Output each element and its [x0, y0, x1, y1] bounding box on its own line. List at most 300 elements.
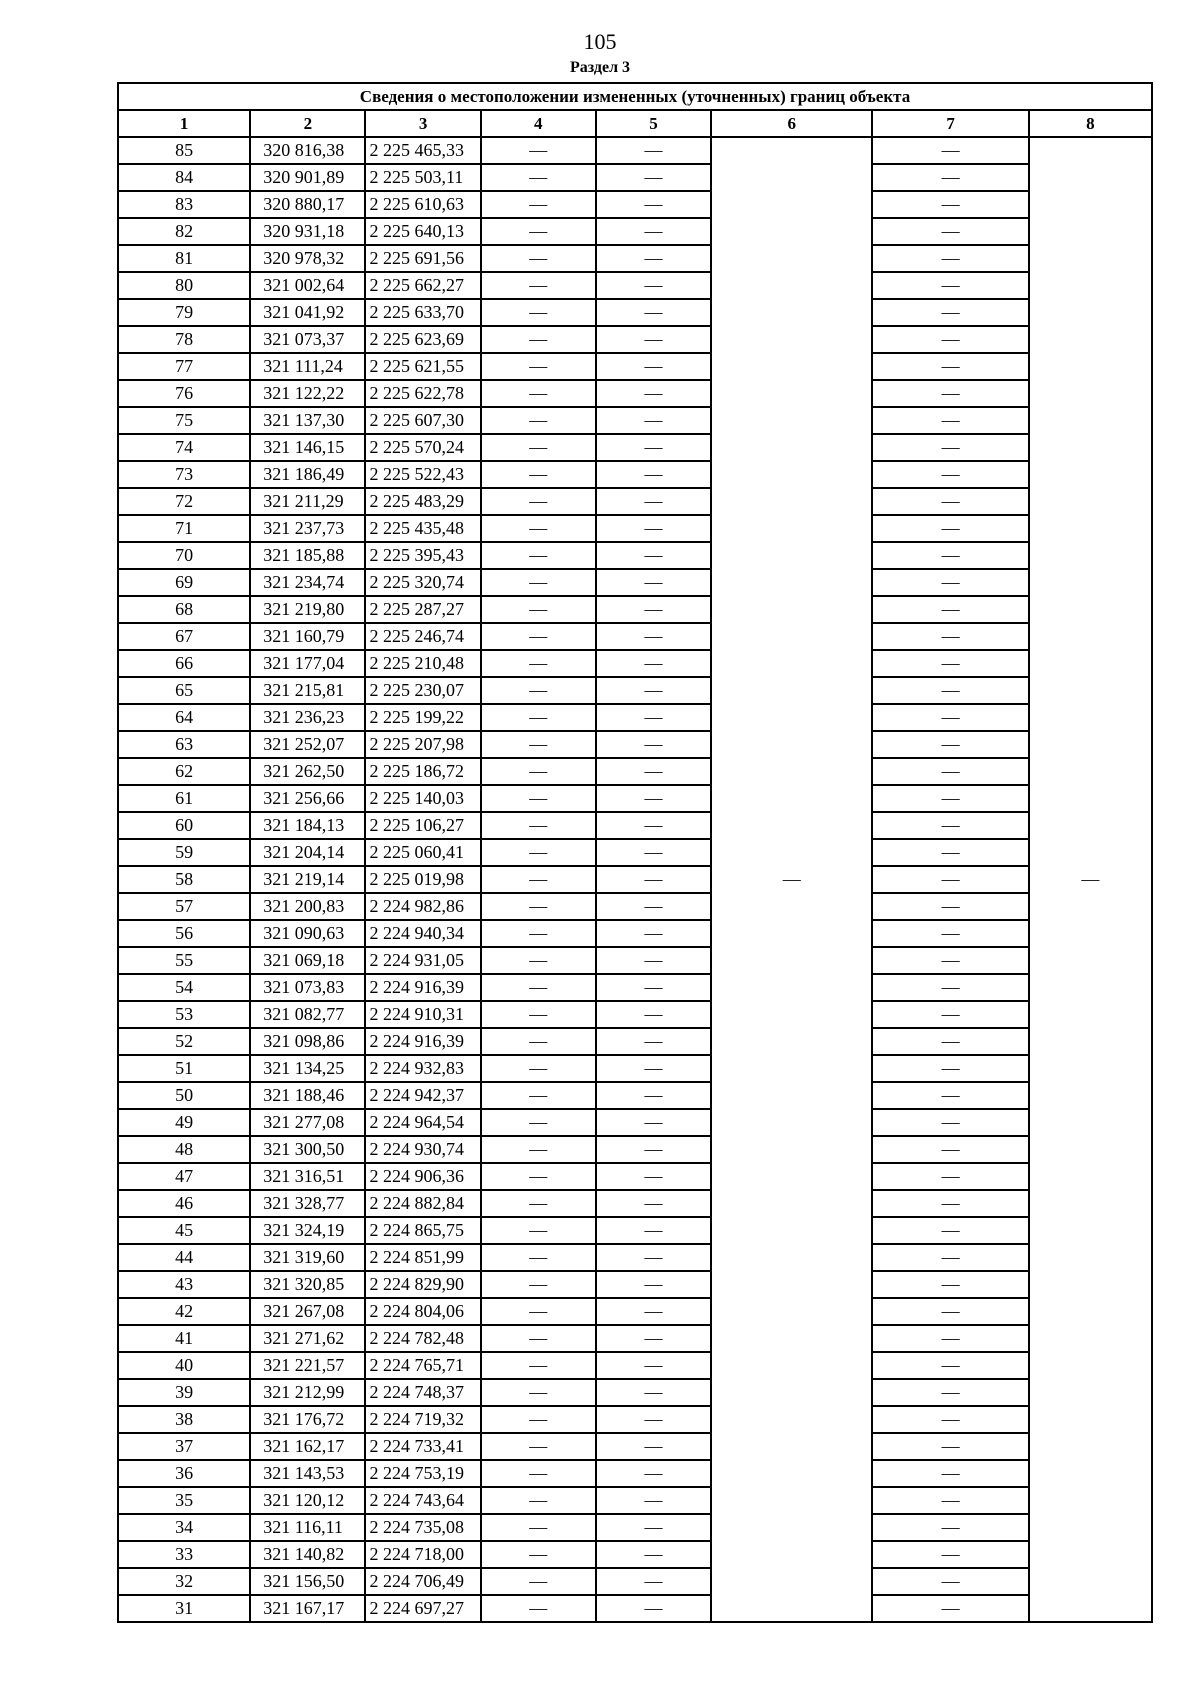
table-row — [118, 596, 1152, 623]
point-number-cell: 54 — [118, 974, 250, 1001]
col5-dash-cell: — — [596, 1514, 711, 1541]
coord-x-cell: 320 816,38 — [250, 137, 365, 164]
table-row — [118, 1433, 1152, 1460]
col4-dash-cell: — — [481, 191, 596, 218]
coord-y-cell: 2 225 019,98 — [365, 866, 480, 893]
col4-dash-cell: — — [481, 731, 596, 758]
col5-dash-cell: — — [596, 974, 711, 1001]
col5-dash-cell: — — [596, 704, 711, 731]
col5-dash-cell: — — [596, 1001, 711, 1028]
col5-dash-cell: — — [596, 1298, 711, 1325]
col5-dash-cell: — — [596, 920, 711, 947]
coord-x-cell: 320 901,89 — [250, 164, 365, 191]
point-number-cell: 74 — [118, 434, 250, 461]
coord-x-cell: 321 212,99 — [250, 1379, 365, 1406]
table-row — [118, 1541, 1152, 1568]
col5-dash-cell: — — [596, 731, 711, 758]
col7-dash-cell: — — [872, 218, 1028, 245]
table-row — [118, 1460, 1152, 1487]
table-row — [118, 1163, 1152, 1190]
coord-x-cell: 321 316,51 — [250, 1163, 365, 1190]
table-row — [118, 974, 1152, 1001]
col4-dash-cell: — — [481, 839, 596, 866]
coord-y-cell: 2 225 522,43 — [365, 461, 480, 488]
point-number-cell: 79 — [118, 299, 250, 326]
table-row — [118, 569, 1152, 596]
col4-dash-cell: — — [481, 1568, 596, 1595]
col7-dash-cell: — — [872, 1352, 1028, 1379]
coord-x-cell: 321 111,24 — [250, 353, 365, 380]
col7-dash-cell: — — [872, 1298, 1028, 1325]
coord-y-cell: 2 225 060,41 — [365, 839, 480, 866]
coord-x-cell: 321 177,04 — [250, 650, 365, 677]
column-number-5: 5 — [596, 110, 711, 137]
col4-dash-cell: — — [481, 1109, 596, 1136]
col7-dash-cell: — — [872, 974, 1028, 1001]
coord-y-cell: 2 225 230,07 — [365, 677, 480, 704]
col7-dash-cell: — — [872, 623, 1028, 650]
col7-dash-cell: — — [872, 569, 1028, 596]
col7-dash-cell: — — [872, 515, 1028, 542]
col7-dash-cell: — — [872, 1082, 1028, 1109]
col5-dash-cell: — — [596, 893, 711, 920]
coord-y-cell: 2 225 465,33 — [365, 137, 480, 164]
col4-dash-cell: — — [481, 650, 596, 677]
col4-dash-cell: — — [481, 1055, 596, 1082]
table-row — [118, 704, 1152, 731]
col7-dash-cell: — — [872, 1487, 1028, 1514]
table-row — [118, 1136, 1152, 1163]
table-row — [118, 1298, 1152, 1325]
column-number-8: 8 — [1029, 110, 1152, 137]
table-row — [118, 488, 1152, 515]
coord-y-cell: 2 225 320,74 — [365, 569, 480, 596]
coord-y-cell: 2 225 483,29 — [365, 488, 480, 515]
col7-dash-cell: — — [872, 245, 1028, 272]
table-row — [118, 407, 1152, 434]
col7-dash-cell: — — [872, 542, 1028, 569]
column-number-row — [118, 110, 1152, 137]
point-number-cell: 44 — [118, 1244, 250, 1271]
table-row — [118, 1271, 1152, 1298]
point-number-cell: 82 — [118, 218, 250, 245]
col7-dash-cell: — — [872, 326, 1028, 353]
table-row — [118, 650, 1152, 677]
table-row — [118, 812, 1152, 839]
table-row — [118, 380, 1152, 407]
col4-dash-cell: — — [481, 812, 596, 839]
col7-dash-cell: — — [872, 272, 1028, 299]
table-row — [118, 677, 1152, 704]
col5-dash-cell: — — [596, 272, 711, 299]
table-row — [118, 1352, 1152, 1379]
col5-dash-cell: — — [596, 1352, 711, 1379]
coord-y-cell: 2 225 662,27 — [365, 272, 480, 299]
col7-dash-cell: — — [872, 1244, 1028, 1271]
coord-y-cell: 2 225 207,98 — [365, 731, 480, 758]
col7-dash-cell: — — [872, 1217, 1028, 1244]
point-number-cell: 49 — [118, 1109, 250, 1136]
point-number-cell: 62 — [118, 758, 250, 785]
col4-dash-cell: — — [481, 1487, 596, 1514]
table-row — [118, 1325, 1152, 1352]
col4-dash-cell: — — [481, 326, 596, 353]
table-row — [118, 1595, 1152, 1622]
col7-dash-cell: — — [872, 1001, 1028, 1028]
col4-dash-cell: — — [481, 974, 596, 1001]
col7-dash-cell: — — [872, 461, 1028, 488]
col7-dash-cell: — — [872, 1541, 1028, 1568]
table-row — [118, 1055, 1152, 1082]
coord-y-cell: 2 224 804,06 — [365, 1298, 480, 1325]
table-row — [118, 245, 1152, 272]
col4-dash-cell: — — [481, 677, 596, 704]
coord-y-cell: 2 224 964,54 — [365, 1109, 480, 1136]
column-number-3: 3 — [365, 110, 480, 137]
col5-dash-cell: — — [596, 812, 711, 839]
col8-merged-cell: — — [1029, 137, 1152, 1622]
table-row — [118, 434, 1152, 461]
coord-y-cell: 2 224 829,90 — [365, 1271, 480, 1298]
point-number-cell: 42 — [118, 1298, 250, 1325]
col5-dash-cell: — — [596, 1082, 711, 1109]
point-number-cell: 55 — [118, 947, 250, 974]
table-row — [118, 839, 1152, 866]
point-number-cell: 43 — [118, 1271, 250, 1298]
coord-x-cell: 321 122,22 — [250, 380, 365, 407]
table-row — [118, 218, 1152, 245]
coord-x-cell: 321 267,08 — [250, 1298, 365, 1325]
col5-dash-cell: — — [596, 245, 711, 272]
col5-dash-cell: — — [596, 866, 711, 893]
coord-x-cell: 321 219,14 — [250, 866, 365, 893]
coord-y-cell: 2 224 910,31 — [365, 1001, 480, 1028]
coord-x-cell: 320 931,18 — [250, 218, 365, 245]
table-row — [118, 1406, 1152, 1433]
coord-x-cell: 321 219,80 — [250, 596, 365, 623]
col5-dash-cell: — — [596, 488, 711, 515]
coord-x-cell: 320 978,32 — [250, 245, 365, 272]
table-row — [118, 1028, 1152, 1055]
col7-dash-cell: — — [872, 353, 1028, 380]
col7-dash-cell: — — [872, 1514, 1028, 1541]
coord-y-cell: 2 224 982,86 — [365, 893, 480, 920]
col5-dash-cell: — — [596, 1028, 711, 1055]
col4-dash-cell: — — [481, 758, 596, 785]
table-row — [118, 299, 1152, 326]
col5-dash-cell: — — [596, 1487, 711, 1514]
col4-dash-cell: — — [481, 218, 596, 245]
col5-dash-cell: — — [596, 1136, 711, 1163]
coord-x-cell: 321 271,62 — [250, 1325, 365, 1352]
coord-y-cell: 2 225 106,27 — [365, 812, 480, 839]
col7-dash-cell: — — [872, 380, 1028, 407]
coord-y-cell: 2 224 930,74 — [365, 1136, 480, 1163]
table-row — [118, 1568, 1152, 1595]
coord-x-cell: 321 073,83 — [250, 974, 365, 1001]
table-caption: Сведения о местоположении измененных (уточненных) границ объекта — [118, 83, 1152, 110]
point-number-cell: 67 — [118, 623, 250, 650]
col5-dash-cell: — — [596, 407, 711, 434]
coord-x-cell: 321 069,18 — [250, 947, 365, 974]
col4-dash-cell: — — [481, 1325, 596, 1352]
coord-x-cell: 321 252,07 — [250, 731, 365, 758]
col7-dash-cell: — — [872, 812, 1028, 839]
point-number-cell: 60 — [118, 812, 250, 839]
col5-dash-cell: — — [596, 1271, 711, 1298]
col7-dash-cell: — — [872, 920, 1028, 947]
point-number-cell: 33 — [118, 1541, 250, 1568]
table-row — [118, 191, 1152, 218]
coord-x-cell: 321 328,77 — [250, 1190, 365, 1217]
table-row — [118, 1082, 1152, 1109]
col7-dash-cell: — — [872, 407, 1028, 434]
table-row — [118, 1001, 1152, 1028]
coord-x-cell: 321 140,82 — [250, 1541, 365, 1568]
col4-dash-cell: — — [481, 1514, 596, 1541]
point-number-cell: 40 — [118, 1352, 250, 1379]
col5-dash-cell: — — [596, 164, 711, 191]
col5-dash-cell: — — [596, 1460, 711, 1487]
coord-x-cell: 321 134,25 — [250, 1055, 365, 1082]
coord-y-cell: 2 224 719,32 — [365, 1406, 480, 1433]
col5-dash-cell: — — [596, 947, 711, 974]
col7-dash-cell: — — [872, 1271, 1028, 1298]
col4-dash-cell: — — [481, 164, 596, 191]
col7-dash-cell: — — [872, 785, 1028, 812]
coord-x-cell: 321 090,63 — [250, 920, 365, 947]
col4-dash-cell: — — [481, 1190, 596, 1217]
col7-dash-cell: — — [872, 1163, 1028, 1190]
table-row — [118, 1487, 1152, 1514]
point-number-cell: 65 — [118, 677, 250, 704]
coord-x-cell: 321 073,37 — [250, 326, 365, 353]
point-number-cell: 51 — [118, 1055, 250, 1082]
coord-y-cell: 2 225 623,69 — [365, 326, 480, 353]
table-row — [118, 461, 1152, 488]
col4-dash-cell: — — [481, 434, 596, 461]
col6-merged-cell: — — [711, 137, 872, 1622]
col7-dash-cell: — — [872, 758, 1028, 785]
point-number-cell: 64 — [118, 704, 250, 731]
column-number-1: 1 — [118, 110, 250, 137]
col7-dash-cell: — — [872, 1379, 1028, 1406]
col4-dash-cell: — — [481, 1541, 596, 1568]
coord-x-cell: 321 116,11 — [250, 1514, 365, 1541]
coord-x-cell: 321 319,60 — [250, 1244, 365, 1271]
coord-x-cell: 321 185,88 — [250, 542, 365, 569]
col4-dash-cell: — — [481, 785, 596, 812]
col7-dash-cell: — — [872, 677, 1028, 704]
coord-y-cell: 2 225 246,74 — [365, 623, 480, 650]
point-number-cell: 61 — [118, 785, 250, 812]
col7-dash-cell: — — [872, 596, 1028, 623]
table-row — [118, 785, 1152, 812]
col4-dash-cell: — — [481, 1136, 596, 1163]
point-number-cell: 45 — [118, 1217, 250, 1244]
coord-y-cell: 2 224 743,64 — [365, 1487, 480, 1514]
col5-dash-cell: — — [596, 596, 711, 623]
col4-dash-cell: — — [481, 1406, 596, 1433]
coord-y-cell: 2 225 210,48 — [365, 650, 480, 677]
point-number-cell: 76 — [118, 380, 250, 407]
table-row — [118, 1514, 1152, 1541]
point-number-cell: 32 — [118, 1568, 250, 1595]
col7-dash-cell: — — [872, 839, 1028, 866]
col4-dash-cell: — — [481, 1433, 596, 1460]
col4-dash-cell: — — [481, 704, 596, 731]
col4-dash-cell: — — [481, 1082, 596, 1109]
coord-y-cell: 2 224 782,48 — [365, 1325, 480, 1352]
col5-dash-cell: — — [596, 677, 711, 704]
col7-dash-cell: — — [872, 1109, 1028, 1136]
coord-y-cell: 2 224 718,00 — [365, 1541, 480, 1568]
page-number: 105 — [583, 29, 617, 54]
point-number-cell: 58 — [118, 866, 250, 893]
col4-dash-cell: — — [481, 1298, 596, 1325]
col4-dash-cell: — — [481, 1028, 596, 1055]
col4-dash-cell: — — [481, 299, 596, 326]
coord-y-cell: 2 224 916,39 — [365, 974, 480, 1001]
coord-x-cell: 321 041,92 — [250, 299, 365, 326]
coord-y-cell: 2 225 395,43 — [365, 542, 480, 569]
coord-x-cell: 321 156,50 — [250, 1568, 365, 1595]
col7-dash-cell: — — [872, 1325, 1028, 1352]
col5-dash-cell: — — [596, 1325, 711, 1352]
coord-x-cell: 321 188,46 — [250, 1082, 365, 1109]
table-row — [118, 1217, 1152, 1244]
col7-dash-cell: — — [872, 1595, 1028, 1622]
coord-x-cell: 321 002,64 — [250, 272, 365, 299]
coord-y-cell: 2 224 735,08 — [365, 1514, 480, 1541]
point-number-cell: 59 — [118, 839, 250, 866]
point-number-cell: 35 — [118, 1487, 250, 1514]
table-row — [118, 623, 1152, 650]
coord-y-cell: 2 225 503,11 — [365, 164, 480, 191]
coord-y-cell: 2 224 733,41 — [365, 1433, 480, 1460]
point-number-cell: 68 — [118, 596, 250, 623]
column-number-4: 4 — [481, 110, 596, 137]
col7-dash-cell: — — [872, 137, 1028, 164]
col4-dash-cell: — — [481, 488, 596, 515]
table-row — [118, 1244, 1152, 1271]
point-number-cell: 72 — [118, 488, 250, 515]
coord-x-cell: 321 098,86 — [250, 1028, 365, 1055]
coord-x-cell: 321 234,74 — [250, 569, 365, 596]
coord-x-cell: 321 256,66 — [250, 785, 365, 812]
col4-dash-cell: — — [481, 947, 596, 974]
coord-y-cell: 2 225 140,03 — [365, 785, 480, 812]
col4-dash-cell: — — [481, 461, 596, 488]
col4-dash-cell: — — [481, 1352, 596, 1379]
col4-dash-cell: — — [481, 542, 596, 569]
point-number-cell: 85 — [118, 137, 250, 164]
point-number-cell: 66 — [118, 650, 250, 677]
coord-y-cell: 2 224 940,34 — [365, 920, 480, 947]
coord-y-cell: 2 224 916,39 — [365, 1028, 480, 1055]
point-number-cell: 81 — [118, 245, 250, 272]
point-number-cell: 31 — [118, 1595, 250, 1622]
col7-dash-cell: — — [872, 1028, 1028, 1055]
coord-x-cell: 321 211,29 — [250, 488, 365, 515]
col5-dash-cell: — — [596, 299, 711, 326]
col5-dash-cell: — — [596, 1055, 711, 1082]
table-row — [118, 326, 1152, 353]
coord-x-cell: 321 236,23 — [250, 704, 365, 731]
coord-y-cell: 2 224 706,49 — [365, 1568, 480, 1595]
coord-x-cell: 321 160,79 — [250, 623, 365, 650]
col7-dash-cell: — — [872, 1568, 1028, 1595]
col7-dash-cell: — — [872, 704, 1028, 731]
col4-dash-cell: — — [481, 1271, 596, 1298]
col7-dash-cell: — — [872, 1136, 1028, 1163]
col7-dash-cell: — — [872, 1406, 1028, 1433]
col5-dash-cell: — — [596, 1163, 711, 1190]
col5-dash-cell: — — [596, 380, 711, 407]
coord-x-cell: 321 184,13 — [250, 812, 365, 839]
col5-dash-cell: — — [596, 1541, 711, 1568]
coord-y-cell: 2 224 931,05 — [365, 947, 480, 974]
table-body — [118, 137, 1152, 1622]
col5-dash-cell: — — [596, 839, 711, 866]
col5-dash-cell: — — [596, 542, 711, 569]
col4-dash-cell: — — [481, 515, 596, 542]
col4-dash-cell: — — [481, 866, 596, 893]
coord-x-cell: 321 176,72 — [250, 1406, 365, 1433]
point-number-cell: 71 — [118, 515, 250, 542]
col4-dash-cell: — — [481, 1163, 596, 1190]
point-number-cell: 73 — [118, 461, 250, 488]
coord-y-cell: 2 224 882,84 — [365, 1190, 480, 1217]
col4-dash-cell: — — [481, 1460, 596, 1487]
table-row — [118, 731, 1152, 758]
col5-dash-cell: — — [596, 1217, 711, 1244]
table-row — [118, 1109, 1152, 1136]
col5-dash-cell: — — [596, 1595, 711, 1622]
point-number-cell: 46 — [118, 1190, 250, 1217]
coord-x-cell: 321 237,73 — [250, 515, 365, 542]
point-number-cell: 57 — [118, 893, 250, 920]
point-number-cell: 36 — [118, 1460, 250, 1487]
coord-x-cell: 321 186,49 — [250, 461, 365, 488]
col7-dash-cell: — — [872, 1433, 1028, 1460]
point-number-cell: 83 — [118, 191, 250, 218]
col5-dash-cell: — — [596, 1433, 711, 1460]
coord-y-cell: 2 225 621,55 — [365, 353, 480, 380]
col5-dash-cell: — — [596, 218, 711, 245]
col4-dash-cell: — — [481, 569, 596, 596]
point-number-cell: 50 — [118, 1082, 250, 1109]
col7-dash-cell: — — [872, 893, 1028, 920]
coord-y-cell: 2 225 199,22 — [365, 704, 480, 731]
col5-dash-cell: — — [596, 1109, 711, 1136]
coord-y-cell: 2 224 765,71 — [365, 1352, 480, 1379]
coord-y-cell: 2 225 640,13 — [365, 218, 480, 245]
col5-dash-cell: — — [596, 1406, 711, 1433]
col7-dash-cell: — — [872, 866, 1028, 893]
point-number-cell: 41 — [118, 1325, 250, 1352]
point-number-cell: 75 — [118, 407, 250, 434]
point-number-cell: 47 — [118, 1163, 250, 1190]
col4-dash-cell: — — [481, 137, 596, 164]
coord-y-cell: 2 224 942,37 — [365, 1082, 480, 1109]
column-number-6: 6 — [711, 110, 872, 137]
coord-y-cell: 2 225 435,48 — [365, 515, 480, 542]
table-row — [118, 1379, 1152, 1406]
table-row — [118, 920, 1152, 947]
col4-dash-cell: — — [481, 1001, 596, 1028]
col5-dash-cell: — — [596, 758, 711, 785]
